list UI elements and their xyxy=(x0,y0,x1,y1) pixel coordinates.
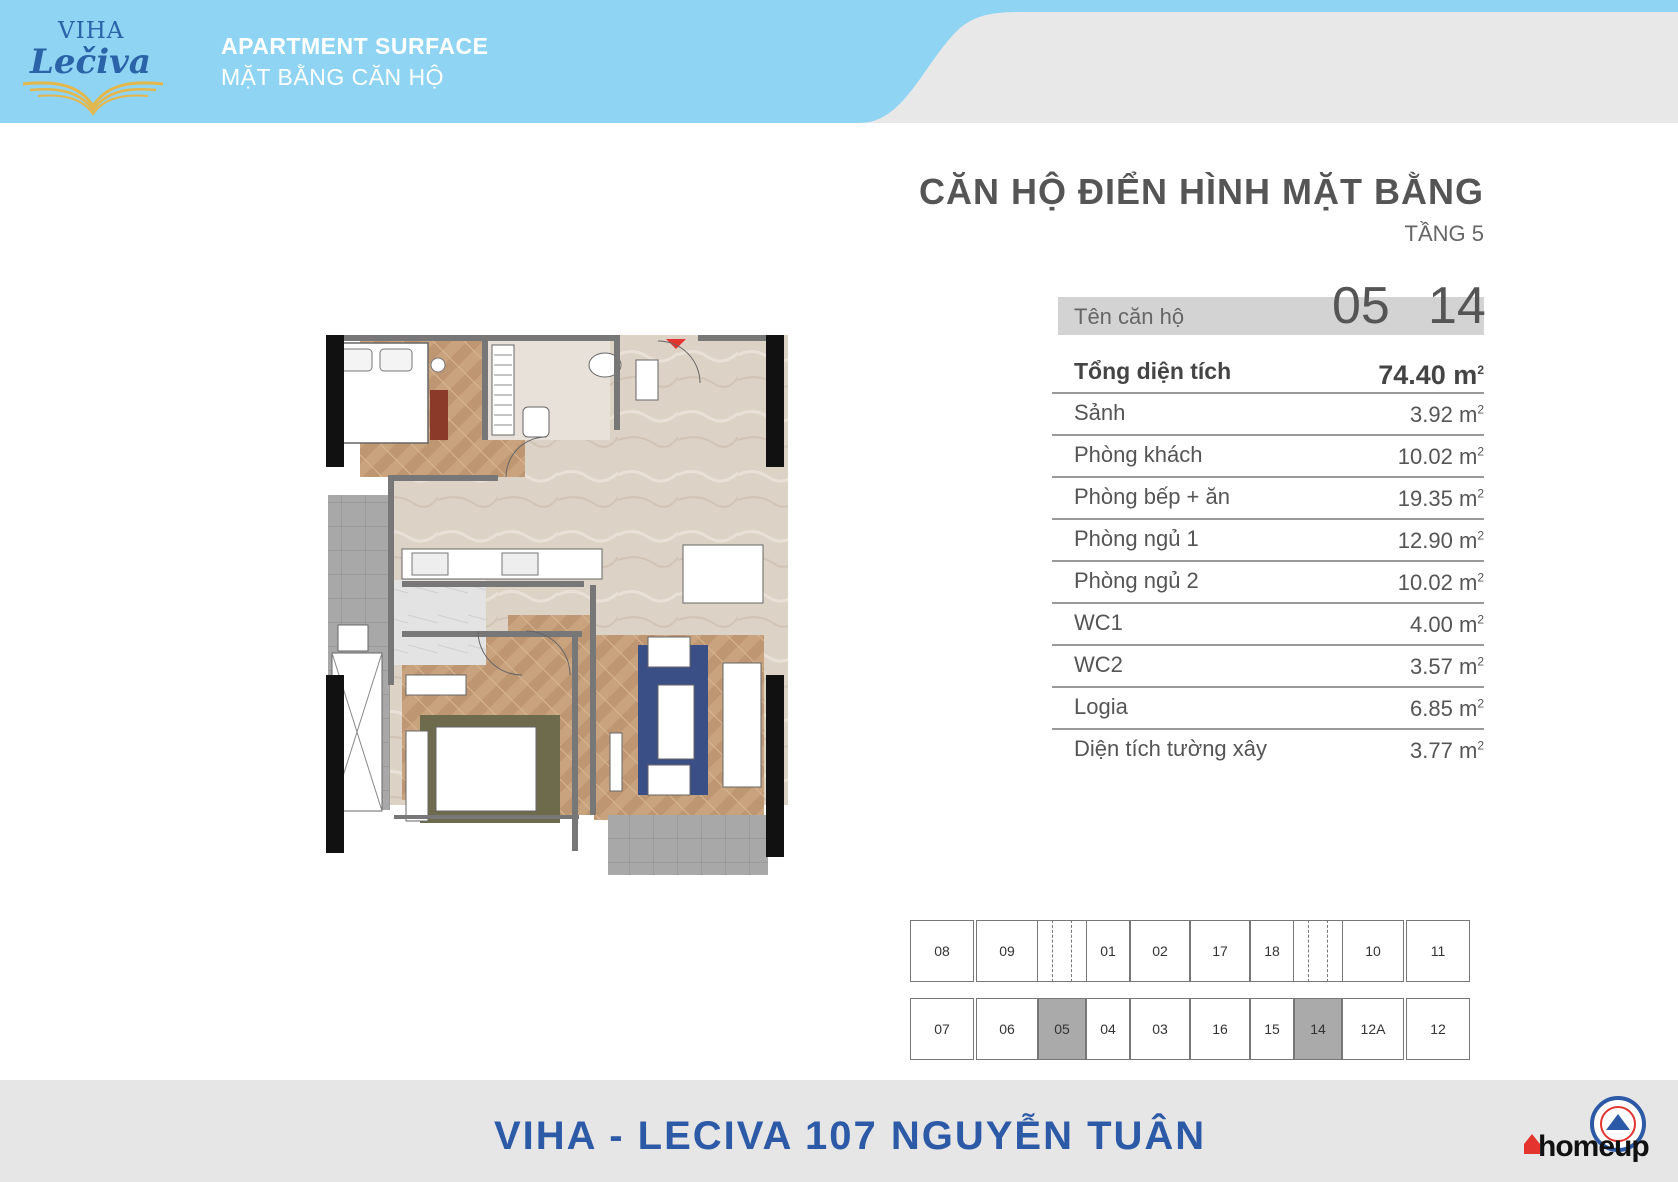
homeup-wordmark: homeup xyxy=(1538,1130,1649,1163)
key-plan-unit-08: 08 xyxy=(910,920,974,982)
key-plan-unit-03: 03 xyxy=(1130,998,1190,1060)
spec-row-value xyxy=(1398,444,1484,470)
coffee-table xyxy=(658,685,694,759)
key-plan-unit-02: 02 xyxy=(1130,920,1190,982)
logo-viha-text: VIHA xyxy=(58,18,125,44)
spec-row-number: 12.90 xyxy=(1397,528,1453,553)
header-title-vietnamese: MẶT BẰNG CĂN HỘ xyxy=(221,64,445,90)
key-plan-unit-12a: 12A xyxy=(1342,998,1404,1060)
spec-row-name: Phòng bếp + ăn xyxy=(1074,484,1230,509)
spec-row-name: Diện tích tường xây xyxy=(1074,736,1268,761)
spec-row xyxy=(1052,520,1484,562)
apartment-floor-plan xyxy=(318,335,792,885)
homeup-logo xyxy=(1510,1094,1660,1174)
spec-row xyxy=(1052,478,1484,520)
spec-row xyxy=(1052,688,1484,730)
bedroom-2-wardrobe xyxy=(406,731,428,821)
spec-row-total xyxy=(1052,352,1484,394)
wall-left-top xyxy=(326,335,344,467)
spec-row-value xyxy=(1410,402,1484,428)
dining-table xyxy=(683,545,763,603)
spec-row-unit: m xyxy=(1458,570,1478,595)
key-plan-unit-15: 15 xyxy=(1250,998,1294,1060)
spec-row-name: Phòng khách xyxy=(1074,442,1203,467)
sofa xyxy=(723,663,761,787)
key-plan-unit-12: 12 xyxy=(1406,998,1470,1060)
key-plan-unit-05: 05 xyxy=(1038,998,1086,1060)
key-plan-unit-04: 04 xyxy=(1086,998,1130,1060)
unit-number-secondary: 14 xyxy=(1428,277,1486,335)
spec-row-name: Tổng diện tích xyxy=(1074,358,1232,384)
spec-row xyxy=(1052,436,1484,478)
spec-row-unit: m xyxy=(1458,738,1478,763)
spec-row-value xyxy=(1410,654,1484,680)
spec-row-name: Logia xyxy=(1074,694,1128,719)
spec-row-number: 3.57 xyxy=(1410,654,1453,679)
viha-leciva-logo xyxy=(18,16,168,116)
spec-row-unit: m xyxy=(1458,528,1478,553)
spec-row xyxy=(1052,730,1484,770)
key-plan-unit-10: 10 xyxy=(1342,920,1404,982)
key-plan-unit-18: 18 xyxy=(1250,920,1294,982)
spec-row-unit-power: 2 xyxy=(1477,402,1484,417)
logo-leciva-text: Lečiva xyxy=(30,42,151,82)
floor-label: TẦNG 5 xyxy=(1404,221,1484,246)
key-plan-unit-16: 16 xyxy=(1190,998,1250,1060)
spec-row-unit-power: 2 xyxy=(1477,486,1484,501)
key-plan-unit-14: 14 xyxy=(1294,998,1342,1060)
washing-machine xyxy=(338,625,368,651)
key-plan-unit-09: 09 xyxy=(976,920,1038,982)
project-title: VIHA - LECIVA 107 NGUYỄN TUÂN xyxy=(494,1114,1207,1158)
logo-wings-icon xyxy=(18,76,168,116)
spec-row-unit-power: 2 xyxy=(1477,738,1484,753)
spec-row-number: 19.35 xyxy=(1397,486,1453,511)
spec-row-unit-power: 2 xyxy=(1477,612,1484,627)
wc2-floor xyxy=(378,580,486,665)
spec-row-value xyxy=(1398,570,1484,596)
spec-row-value xyxy=(1398,528,1484,554)
spec-row-name: Phòng ngủ 2 xyxy=(1074,568,1199,593)
spec-row-unit: m xyxy=(1458,612,1478,637)
header-background xyxy=(0,0,1678,123)
spec-row-number: 3.92 xyxy=(1410,402,1453,427)
header-title-english: APARTMENT SURFACE xyxy=(221,33,489,59)
spec-row-unit-power: 2 xyxy=(1477,528,1484,543)
spec-row-name: WC1 xyxy=(1074,610,1123,635)
spec-row-value xyxy=(1410,738,1484,764)
spec-row-number: 10.02 xyxy=(1397,570,1453,595)
spec-row xyxy=(1052,604,1484,646)
spec-row-unit-power: 2 xyxy=(1477,570,1484,585)
floor-key-plan xyxy=(910,920,1486,1062)
key-plan-unit-07: 07 xyxy=(910,998,974,1060)
spec-row-number: 10.02 xyxy=(1397,444,1453,469)
balcony-floor xyxy=(608,815,768,875)
spec-row-name: Sảnh xyxy=(1074,400,1126,425)
spec-row-unit-power: 2 xyxy=(1477,363,1484,377)
key-plan-unit-06: 06 xyxy=(976,998,1038,1060)
spec-row-number: 74.40 xyxy=(1378,360,1446,390)
bedroom-1-wardrobe xyxy=(430,390,448,440)
spec-row xyxy=(1052,562,1484,604)
spec-row-unit: m xyxy=(1453,360,1478,390)
unit-number-primary: 05 xyxy=(1332,277,1390,335)
wc1-toilet xyxy=(523,407,549,437)
key-plan-unit-11: 11 xyxy=(1406,920,1470,982)
spec-row-number: 3.77 xyxy=(1410,738,1453,763)
spec-row-unit: m xyxy=(1458,444,1478,469)
key-plan-unit-17: 17 xyxy=(1190,920,1250,982)
spec-row-unit-power: 2 xyxy=(1477,444,1484,459)
spec-row-name: WC2 xyxy=(1074,652,1123,677)
spec-row xyxy=(1052,394,1484,436)
spec-row-value xyxy=(1410,612,1484,638)
spec-row-name: Phòng ngủ 1 xyxy=(1074,526,1199,551)
spec-row-value xyxy=(1398,486,1484,512)
spec-row-value xyxy=(1378,360,1484,391)
area-spec-table xyxy=(1052,352,1484,770)
spec-row-unit: m xyxy=(1458,486,1478,511)
key-plan-corridor-frame xyxy=(1294,920,1342,982)
spec-row-unit-power: 2 xyxy=(1477,696,1484,711)
spec-row xyxy=(1052,646,1484,688)
spec-row-number: 4.00 xyxy=(1410,612,1453,637)
wc1-shower xyxy=(636,360,658,400)
spec-row-unit: m xyxy=(1458,402,1478,427)
spec-row-unit-power: 2 xyxy=(1477,654,1484,669)
unit-name-label: Tên căn hộ xyxy=(1074,304,1185,329)
key-plan-corridor-frame xyxy=(1038,920,1086,982)
bedroom-1-closet xyxy=(492,345,514,435)
spec-row-unit: m xyxy=(1458,654,1478,679)
spec-row-unit: m xyxy=(1458,696,1478,721)
key-plan-unit-01: 01 xyxy=(1086,920,1130,982)
tv-console xyxy=(610,733,622,791)
spec-row-number: 6.85 xyxy=(1410,696,1453,721)
spec-row-value xyxy=(1410,696,1484,722)
page-header xyxy=(0,0,1678,123)
bed-2 xyxy=(436,727,536,811)
page-title: CĂN HỘ ĐIỂN HÌNH MẶT BẰNG xyxy=(919,171,1484,212)
